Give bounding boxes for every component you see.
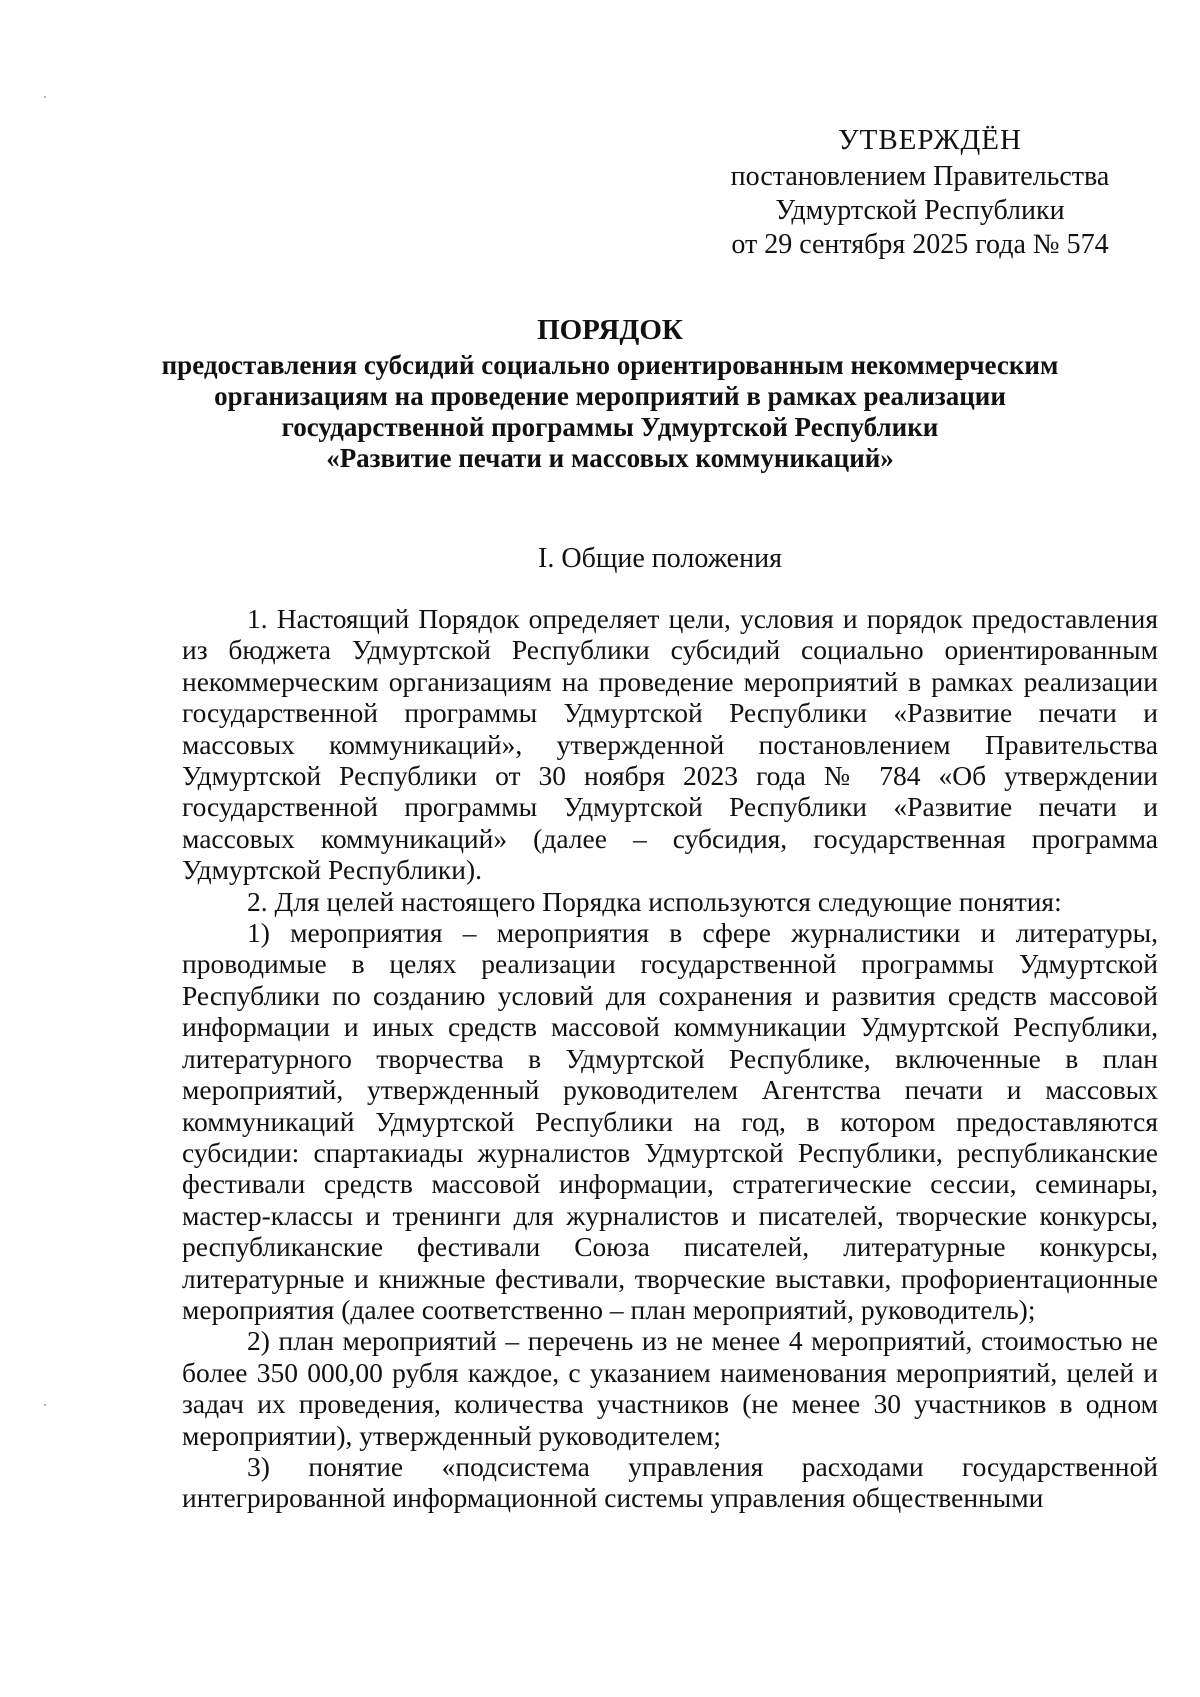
scan-speck bbox=[44, 96, 46, 98]
document-subtitle-line-3: государственной программы Удмуртской Республики bbox=[281, 412, 939, 442]
document-subtitle-line-4: «Развитие печати и массовых коммуникаций» bbox=[326, 443, 894, 473]
approval-line-1: постановлением Правительства bbox=[730, 161, 1110, 192]
approval-line-3: от 29 сентября 2025 года № 574 bbox=[731, 229, 1109, 260]
approval-block bbox=[700, 120, 1140, 262]
section-heading: I. Общие положения bbox=[538, 543, 782, 574]
document-title-block bbox=[160, 310, 1060, 474]
document-subtitle-line-1: предоставления субсидий социально ориентированным некоммерческим bbox=[161, 350, 1059, 380]
approval-stamp-heading: УТВЕРЖДЁН bbox=[838, 124, 1022, 156]
scan-speck bbox=[44, 1404, 46, 1406]
paragraph: 1) мероприятия – мероприятия в сфере журналистики и литературы, проводимые в целях реализации государственной программы Удмуртской Республики по созданию условий для сохранения и развития средств массовой информации и иных средств массовой коммуникации Удмуртской Республики, литературного творчества в Удмуртской Республике, включенные в план мероприятий, утвержденный руководителем Агентства печати и массовых коммуникаций Удмуртской Республики на год, в котором предоставляются субсидии: спартакиады журналистов Удмуртской Республики, республиканские фестивали средств массовой информации, стратегические сессии, семинары, мастер-классы и тренинги для журналистов и писателей, творческие конкурсы, республиканские фестивали Союза писателей, литературные конкурсы, литературные и книжные фестивали, творческие выставки, профориентационные мероприятия (далее соответственно – план мероприятий, руководитель); bbox=[182, 917, 1158, 1325]
document-subtitle-line-2: организациям на проведение мероприятий в рамках реализации bbox=[214, 381, 1006, 411]
paragraph: 2) план мероприятий – перечень из не менее 4 мероприятий, стоимостью не более 350 000,00 рубля каждое, с указанием наименования мероприятий, целей и задач их проведения, количества участников (не менее 30 участников в одном мероприятии), утвержденный руководителем; bbox=[182, 1325, 1158, 1451]
paragraph: 1. Настоящий Порядок определяет цели, условия и порядок предоставления из бюджета Удмуртской Республики субсидий социально ориентированным некоммерческим организациям на проведение мероприятий в рамках реализации государственной программы Удмуртской Республики «Развитие печати и массовых коммуникаций», утвержденной постановлением Правительства Удмуртской Республики от 30 ноября 2023 года № 784 «Об утверждении государственной программы Удмуртской Республики «Развитие печати и массовых коммуникаций» (далее – субсидия, государственная программа Удмуртской Республики). bbox=[182, 603, 1158, 886]
document-body bbox=[182, 603, 1158, 1514]
paragraph: 3) понятие «подсистема управления расходами государственной интегрированной информационной системы управления общественными bbox=[182, 1450, 1158, 1514]
document-title: ПОРЯДОК bbox=[537, 314, 683, 346]
paragraph: 2. Для целей настоящего Порядка используются следующие понятия: bbox=[247, 885, 1062, 917]
approval-line-2: Удмуртской Республики bbox=[775, 195, 1065, 226]
